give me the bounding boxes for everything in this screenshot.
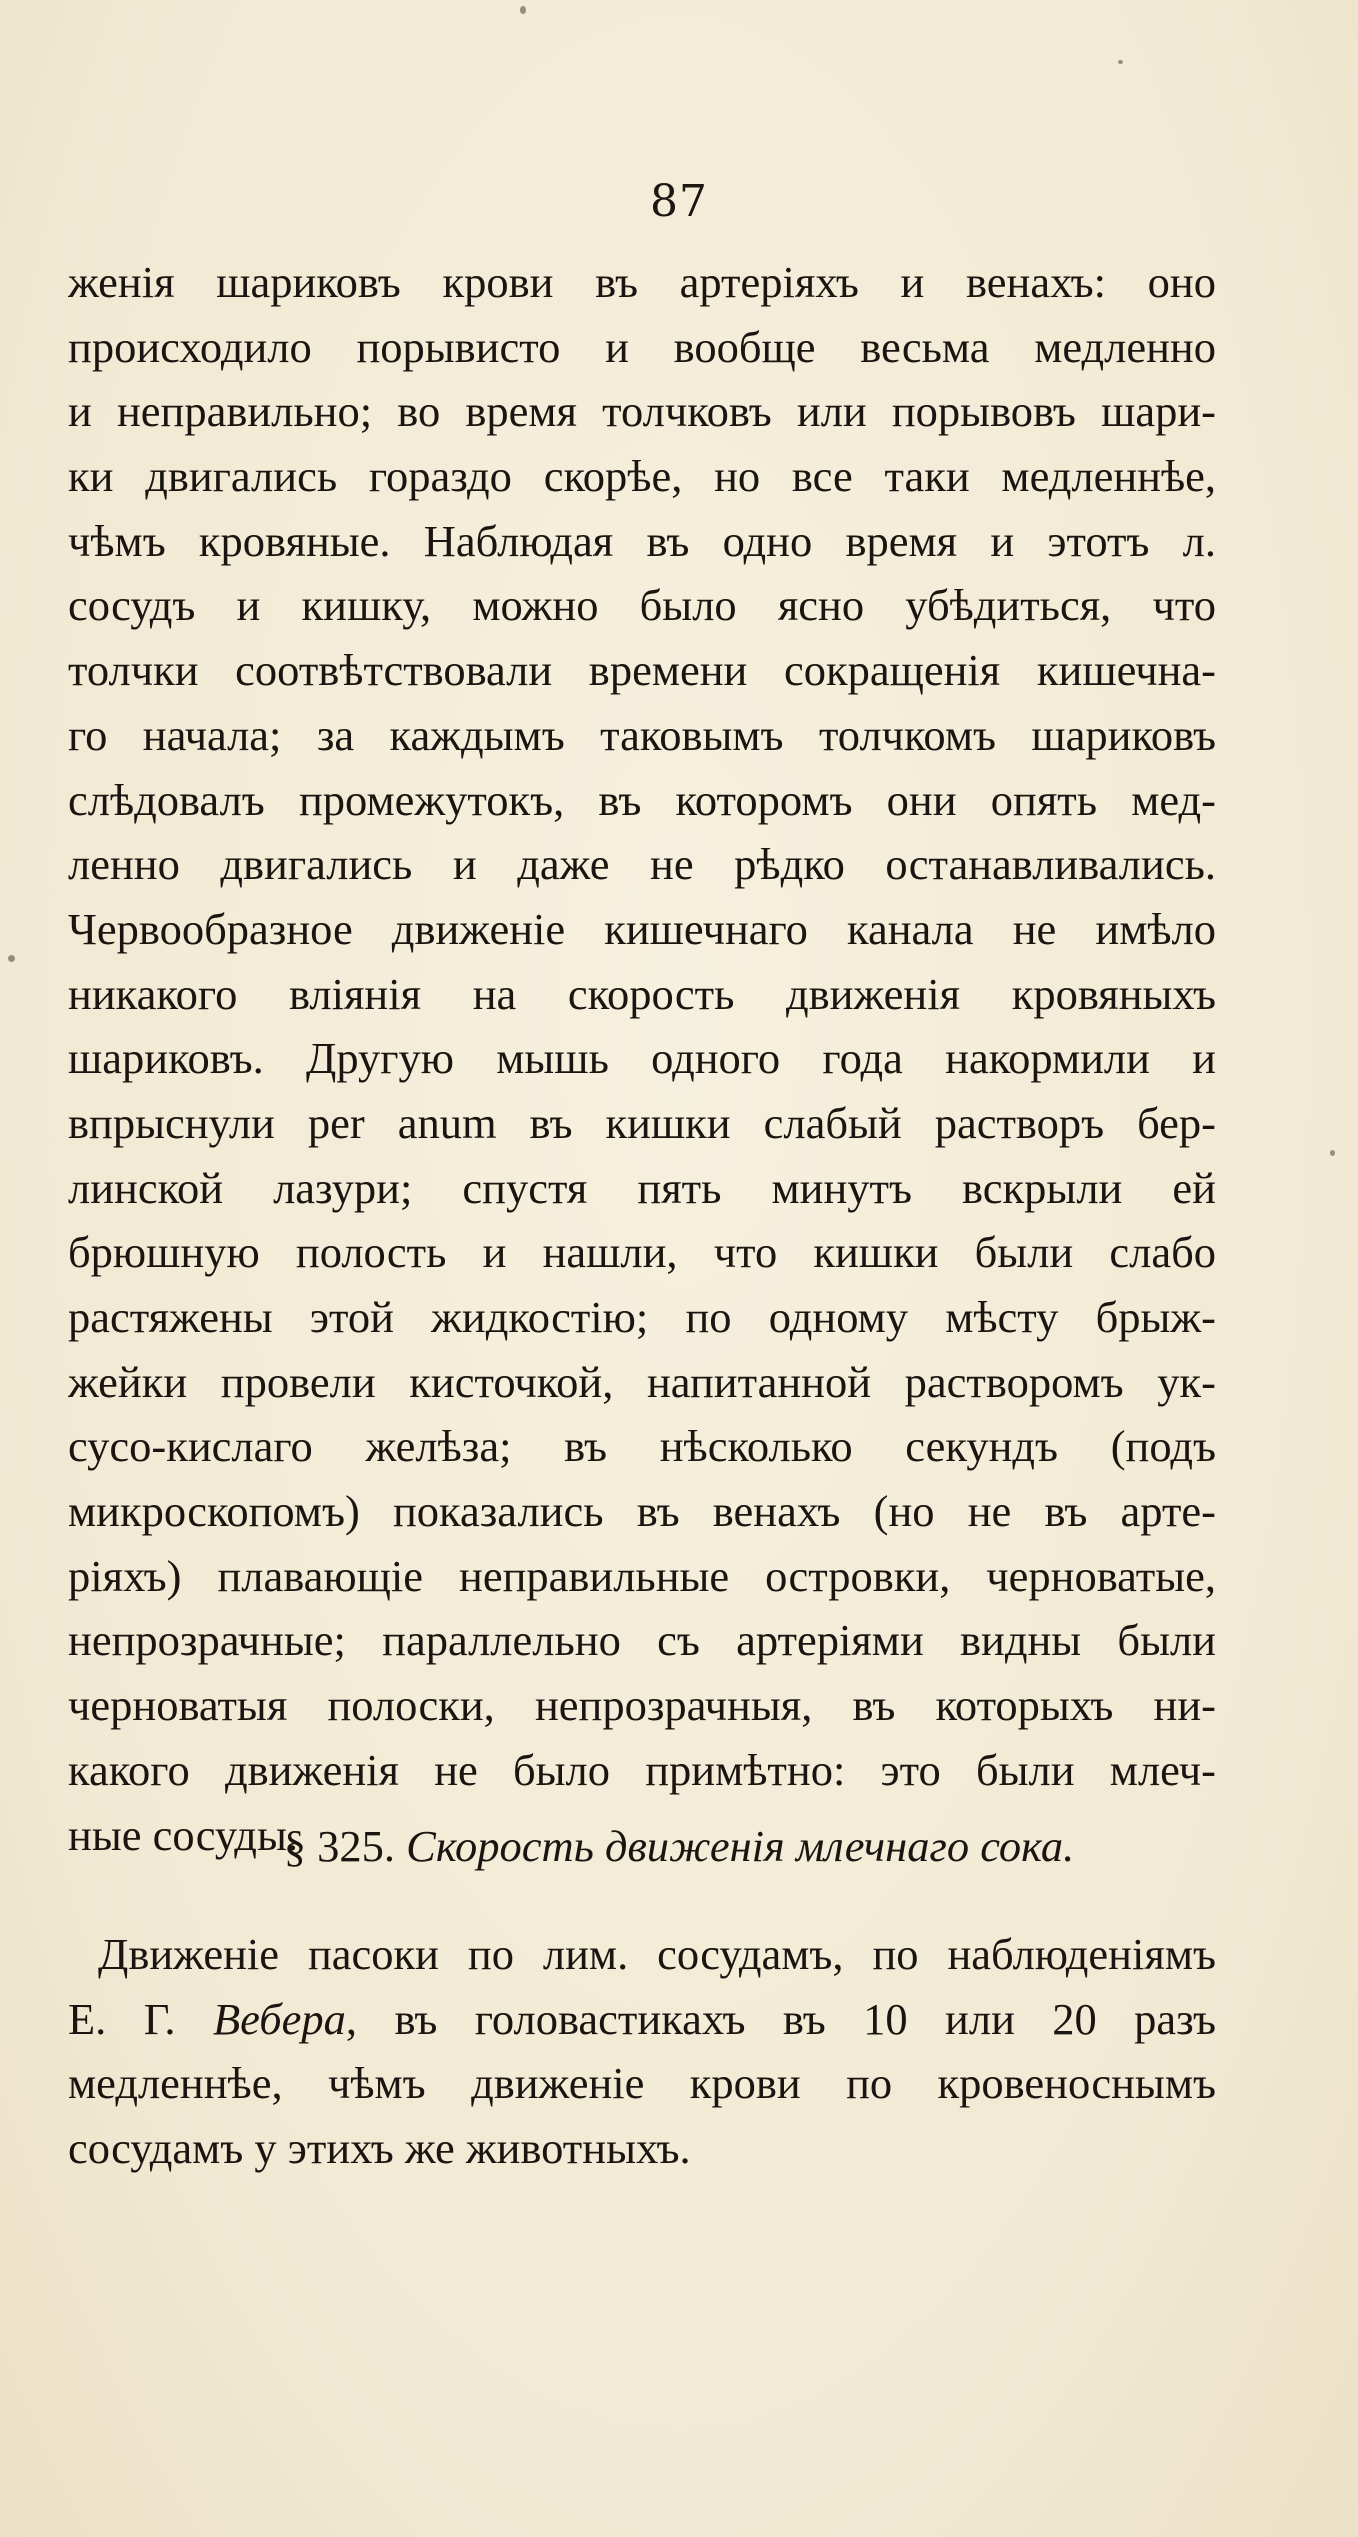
- text-line: шариковъ. Другую мышь одного года накормили и: [68, 1033, 1216, 1084]
- scan-speck: [1330, 1150, 1335, 1156]
- text-line: женія шариковъ крови въ артеріяхъ и венахъ: оно: [68, 257, 1216, 307]
- text-line: какого движенія не было примѣтно: это были млеч-: [68, 1744, 1216, 1795]
- text-line: сосудамъ у этихъ же животныхъ.: [68, 2123, 691, 2174]
- text-line: ки двигались гораздо скорѣе, но все таки медленнѣе,: [68, 451, 1216, 502]
- page-number: 87: [650, 176, 708, 227]
- text-line: впрыснули per anum въ кишки слабый растворъ бер-: [68, 1097, 1216, 1148]
- text-line: ные сосуды.: [68, 1809, 298, 1860]
- text-line: микроскопомъ) показались въ венахъ (но не въ арте-: [68, 1486, 1216, 1537]
- text-line: непрозрачные; параллельно съ артеріями видны были: [68, 1615, 1216, 1666]
- text-segment: Е. Г.: [68, 1993, 213, 2044]
- text-line: Движеніе пасоки по лим. сосудамъ, по наблюденіямъ: [98, 1929, 1216, 1979]
- text-line: [68, 1987, 1216, 2052]
- text-line: и неправильно; во время толчковъ или порывовъ шари-: [68, 386, 1216, 437]
- text-line: ріяхъ) плавающіе неправильные островки, черноватые,: [68, 1550, 1216, 1601]
- text-line: брюшную полость и нашли, что кишки были слабо: [68, 1227, 1216, 1278]
- section-heading: [0, 1820, 1358, 1872]
- text-line: толчки соотвѣтствовали времени сокращенія кишечна-: [68, 645, 1216, 696]
- text-line: Червообразное движеніе кишечнаго канала не имѣло: [68, 903, 1216, 954]
- text-line: черноватыя полоски, непрозрачныя, въ которыхъ ни-: [68, 1680, 1216, 1731]
- text-line: чѣмъ кровяные. Наблюдая въ одно время и этотъ л.: [68, 515, 1216, 566]
- section-number: § 325.: [283, 1821, 396, 1871]
- text-line: го начала; за каждымъ таковымъ толчкомъ шариковъ: [68, 709, 1216, 760]
- scan-speck: [1118, 60, 1123, 64]
- scan-speck: [8, 955, 15, 962]
- text-line: сусо-кислаго желѣза; въ нѣсколько секундъ (подъ: [68, 1421, 1216, 1472]
- text-line: жейки провели кисточкой, напитанной растворомъ ук-: [68, 1356, 1216, 1407]
- text-line: слѣдовалъ промежутокъ, въ которомъ они опять мед-: [68, 774, 1216, 825]
- text-line: никакого вліянія на скорость движенія кровяныхъ: [68, 968, 1216, 1019]
- section-title: Скорость движенія млечнаго сока.: [406, 1821, 1075, 1871]
- author-name: Вебера: [212, 1993, 346, 2044]
- text-line: линской лазури; спустя пять минутъ вскрыли ей: [68, 1162, 1216, 1213]
- text-line: происходило порывисто и вообще весьма медленно: [68, 321, 1216, 372]
- paragraph-continued: [68, 250, 1216, 1867]
- text-line: сосудъ и кишку, можно было ясно убѣдиться, что: [68, 580, 1216, 631]
- text-segment: , въ головастикахъ въ 10 или 20 разъ: [345, 1993, 1216, 2044]
- text-line: медленнѣе, чѣмъ движеніе крови по кровеноснымъ: [68, 2058, 1216, 2109]
- scan-speck: [520, 6, 526, 14]
- text-line: ленно двигались и даже не рѣдко останавливались.: [68, 839, 1216, 890]
- paragraph-section-325: [68, 1922, 1216, 2181]
- text-line: растяжены этой жидкостію; по одному мѣсту брыж-: [68, 1292, 1216, 1342]
